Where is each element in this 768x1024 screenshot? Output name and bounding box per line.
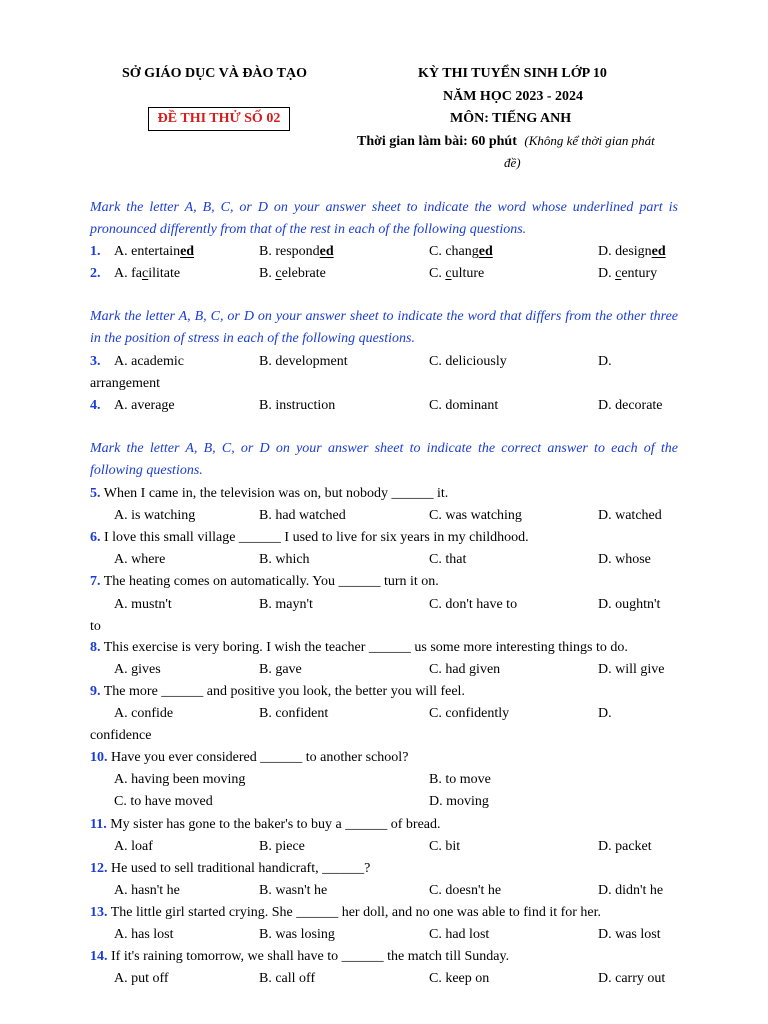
q5-option-a: A. is watching [114, 508, 196, 523]
q8-option-c: C. had given [429, 662, 501, 677]
section-2-instruction: Mark the letter A, B, C, or D on your answer sheet to indicate the word that differs from the other three in the position of stress in each of the following questions. [90, 309, 678, 346]
q7-option-c: C. don't have to [429, 597, 518, 612]
q7-option-d: D. oughtn't [598, 597, 661, 612]
question-10: 10. Have you ever considered ______ to another school? [90, 750, 409, 765]
question-11: 11. My sister has gone to the baker's to buy a ______ of bread. [90, 817, 441, 832]
q12-option-d: D. didn't he [598, 883, 664, 898]
q5-option-d: D. watched [598, 508, 662, 523]
section-1-instruction: Mark the letter A, B, C, or D on your answer sheet to indicate the word whose underlined part is pronounced differently from that of the rest in each of the following questions. [90, 200, 678, 237]
q3-option-d: D. [598, 354, 612, 369]
section-3-instruction: Mark the letter A, B, C, or D on your answer sheet to indicate the correct answer to each of the following questions. [90, 441, 678, 478]
question-8: 8. This exercise is very boring. I wish the teacher ______ us some more interesting things to do. [90, 640, 628, 655]
q2-option-a: A. facilitate [114, 266, 181, 281]
q4-option-a: A. average [114, 398, 175, 413]
q6-option-d: D. whose [598, 552, 651, 567]
q8-option-b: B. gave [259, 662, 302, 677]
q1-option-b: B. responded [259, 244, 334, 259]
time-label: Thời gian làm bài: 60 phút [357, 134, 517, 149]
q9-option-d-wrap: confidence [90, 728, 152, 743]
question-7: 7. The heating comes on automatically. You ______ turn it on. [90, 574, 439, 589]
question-4: 4. [90, 398, 101, 413]
q9-option-a: A. confide [114, 706, 174, 721]
q7-option-a: A. mustn't [114, 597, 172, 612]
q7-option-b: B. mayn't [259, 597, 313, 612]
q10-option-a: A. having been moving [114, 772, 246, 787]
q10-option-d: D. moving [429, 794, 489, 809]
time-note-wrap: đề) [504, 155, 521, 170]
q1-option-a: A. entertained [114, 244, 195, 259]
q11-option-b: B. piece [259, 839, 305, 854]
q6-option-c: C. that [429, 552, 467, 567]
q13-option-d: D. was lost [598, 927, 661, 942]
q13-option-b: B. was losing [259, 927, 335, 942]
q2-option-b: B. celebrate [259, 266, 326, 281]
q6-option-a: A. where [114, 552, 166, 567]
q7-option-d-wrap: to [90, 619, 101, 634]
school-year: NĂM HỌC 2023 - 2024 [443, 89, 583, 104]
q10-option-b: B. to move [429, 772, 491, 787]
q11-option-d: D. packet [598, 839, 652, 854]
q2-option-d: D. century [598, 266, 658, 281]
q4-option-d: D. decorate [598, 398, 663, 413]
q2-option-c: C. culture [429, 266, 485, 281]
q9-option-d: D. [598, 706, 612, 721]
q14-option-a: A. put off [114, 971, 169, 986]
q12-option-b: B. wasn't he [259, 883, 328, 898]
q5-option-c: C. was watching [429, 508, 522, 523]
question-3: 3. [90, 354, 101, 369]
question-5: 5. When I came in, the television was on, but nobody ______ it. [90, 486, 449, 501]
time-note: (Không kể thời gian phát [524, 133, 655, 148]
question-2: 2. [90, 266, 101, 281]
q13-option-c: C. had lost [429, 927, 490, 942]
q8-option-a: A. gives [114, 662, 161, 677]
q12-option-a: A. hasn't he [114, 883, 180, 898]
q14-option-d: D. carry out [598, 971, 666, 986]
exam-title: KỲ THI TUYỂN SINH LỚP 10 [418, 66, 607, 81]
q13-option-a: A. has lost [114, 927, 174, 942]
q1-option-d: D. designed [598, 244, 666, 259]
q3-option-c: C. deliciously [429, 354, 507, 369]
q3-option-a: A. academic [114, 354, 184, 369]
q3-option-d-wrap: arrangement [90, 376, 160, 391]
q9-option-c: C. confidently [429, 706, 510, 721]
department-name: SỞ GIÁO DỤC VÀ ĐÀO TẠO [122, 66, 308, 81]
q12-option-c: C. doesn't he [429, 883, 502, 898]
q3-option-b: B. development [259, 354, 348, 369]
question-14: 14. If it's raining tomorrow, we shall have to ______ the match till Sunday. [90, 949, 510, 964]
question-13: 13. The little girl started crying. She ______ her doll, and no one was able to find it for her. [90, 905, 602, 920]
q10-option-c: C. to have moved [114, 794, 213, 809]
question-12: 12. He used to sell traditional handicraft, ______? [90, 861, 371, 876]
q4-option-c: C. dominant [429, 398, 499, 413]
subject-title: MÔN: TIẾNG ANH [450, 111, 572, 126]
q11-option-c: C. bit [429, 839, 461, 854]
q11-option-a: A. loaf [114, 839, 153, 854]
question-6: 6. I love this small village ______ I used to live for six years in my childhood. [90, 530, 529, 545]
q6-option-b: B. which [259, 552, 310, 567]
q4-option-b: B. instruction [259, 398, 336, 413]
q8-option-d: D. will give [598, 662, 665, 677]
mock-exam-badge: ĐỀ THI THỬ SỐ 02 [148, 107, 290, 131]
time-line [357, 133, 655, 150]
q9-option-b: B. confident [259, 706, 329, 721]
q1-option-c: C. changed [429, 244, 493, 259]
q14-option-b: B. call off [259, 971, 316, 986]
q14-option-c: C. keep on [429, 971, 490, 986]
q5-option-b: B. had watched [259, 508, 346, 523]
question-1: 1. [90, 244, 101, 259]
question-9: 9. The more ______ and positive you look, the better you will feel. [90, 684, 465, 699]
